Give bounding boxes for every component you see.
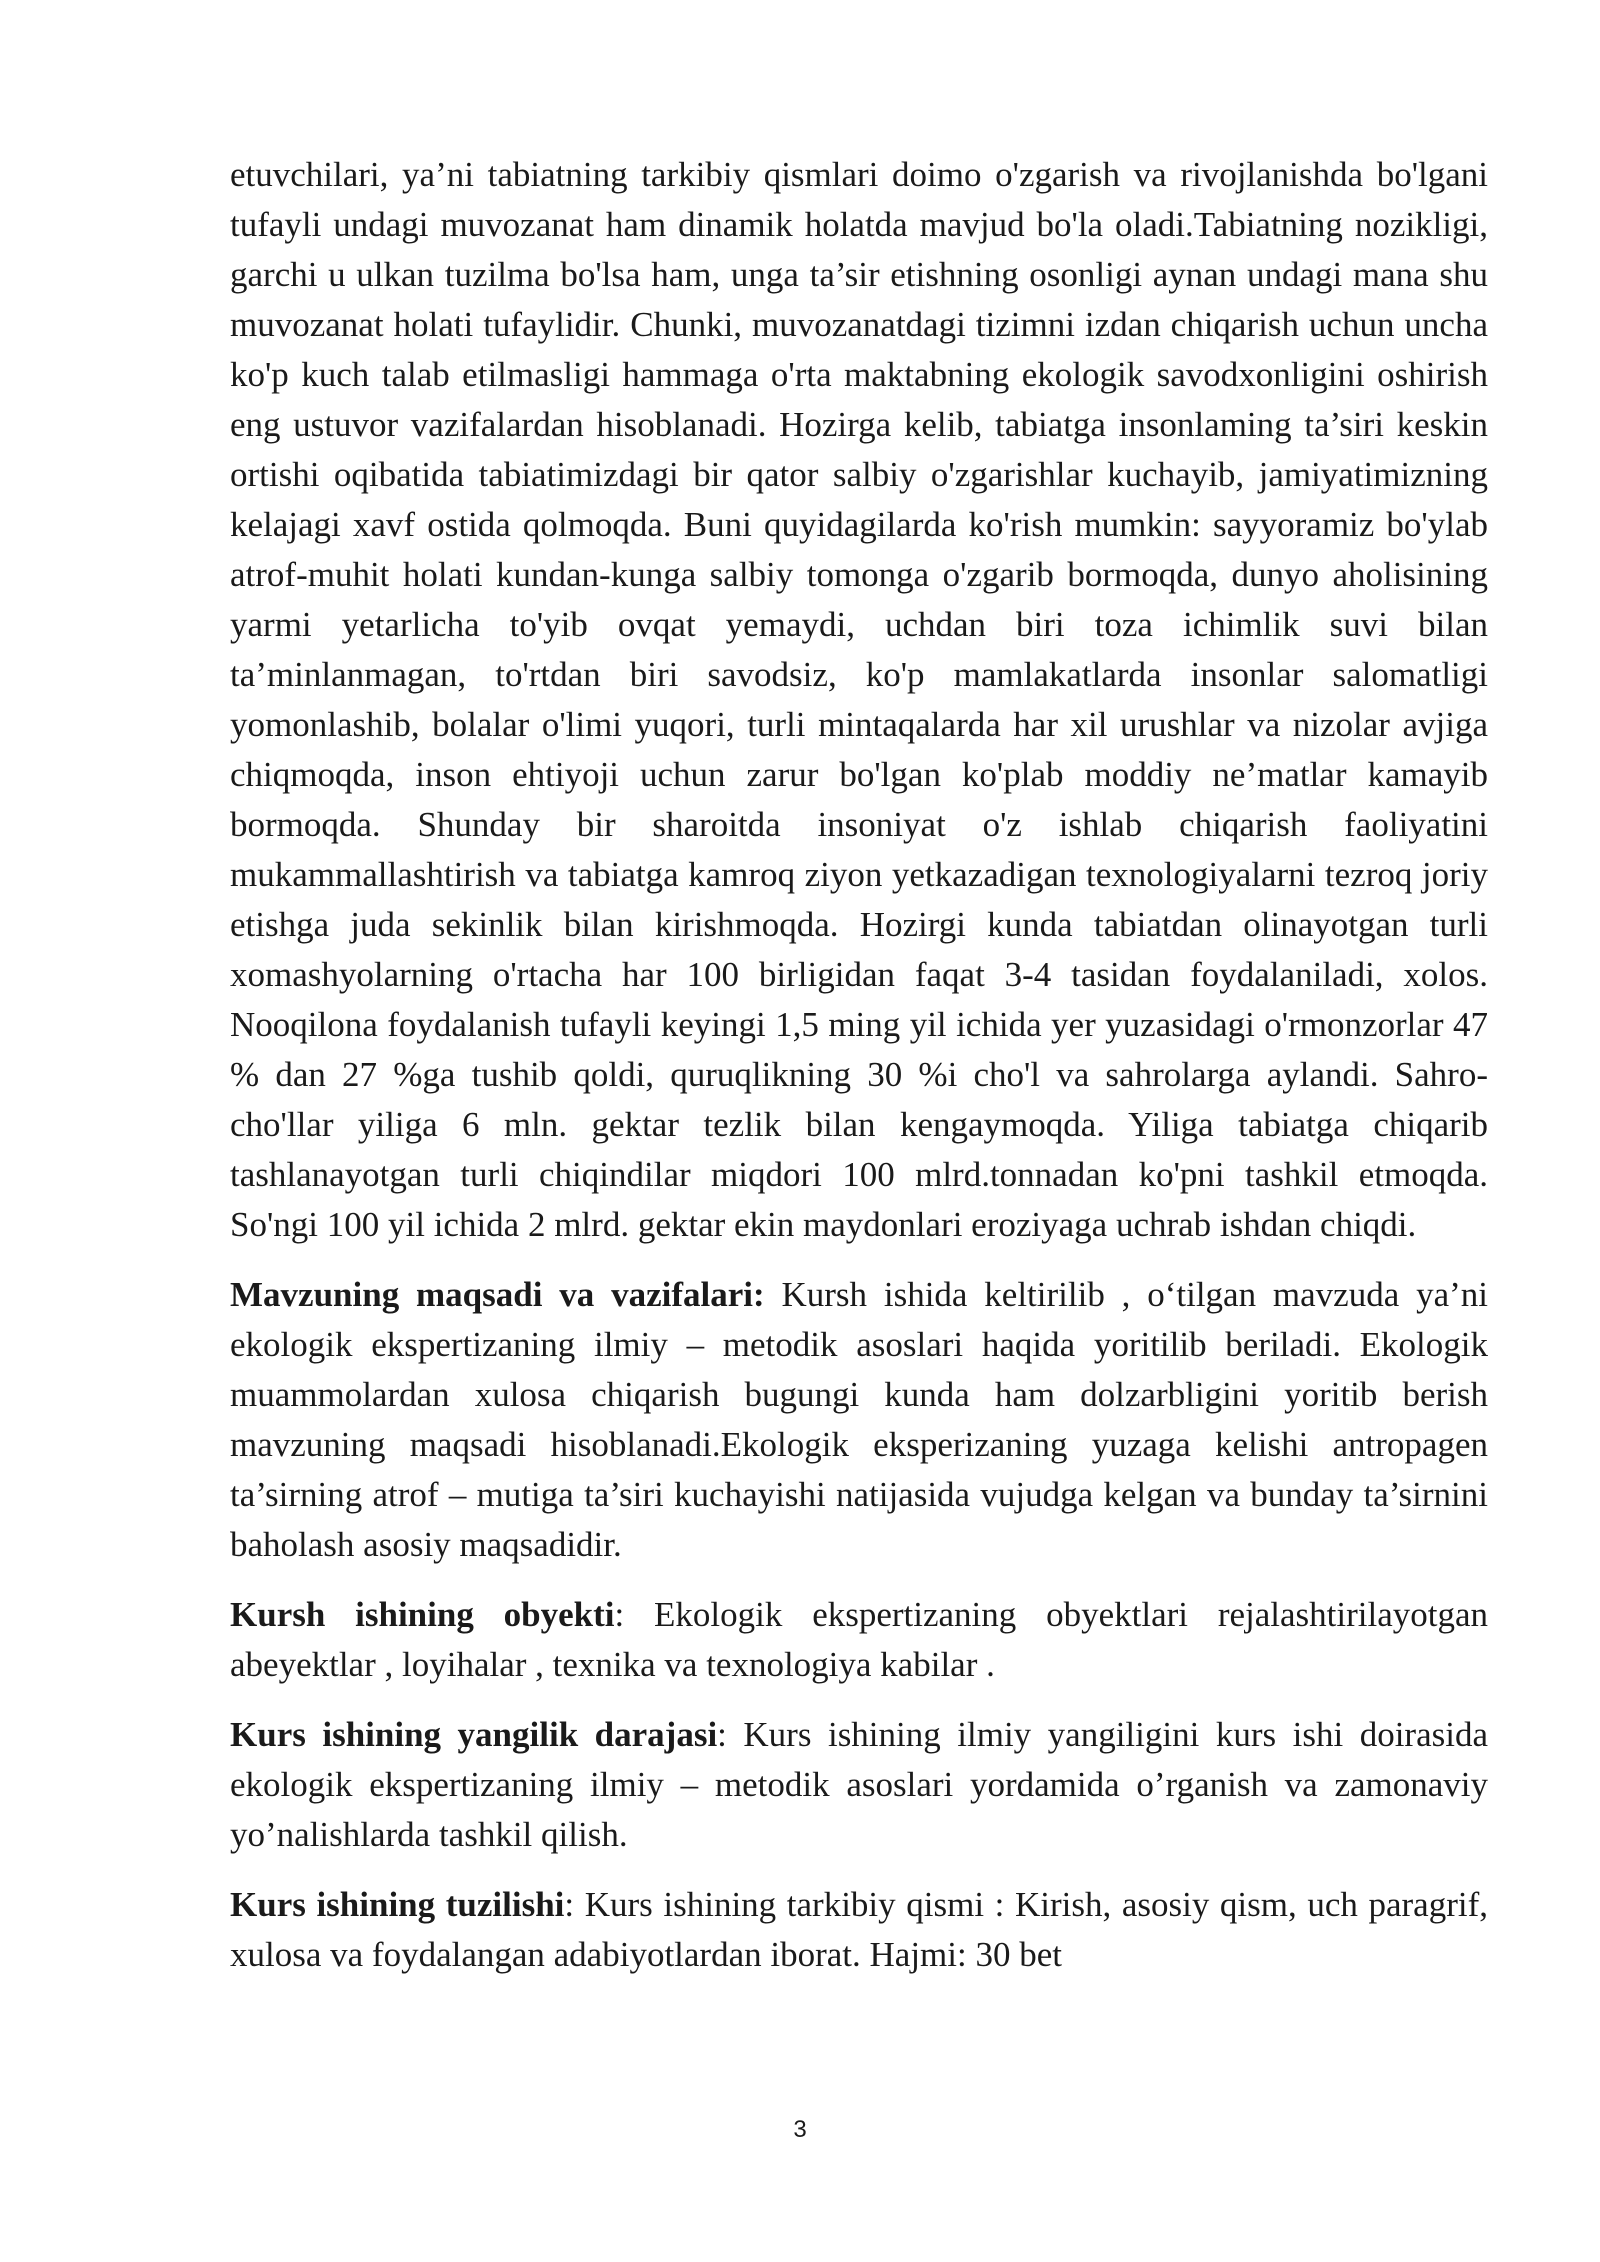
- paragraph-intro-text: etuvchilari, ya’ni tabiatning tarkibiy qismlari doimo o'zgarish va rivojlanishda bo'lgani tufayli undagi muvozanat ham dinamik holatda mavjud bo'la oladi.Tabiatning nozikligi, garchi u ulkan tuzilma bo'lsa ham, unga ta’sir etishning osonligi aynan undagi mana shu muvozanat holati tufaylidir. Chunki, muvozanatdagi tizimni izdan chiqarish uchun uncha ko'p kuch talab etilmasligi hammaga o'rta maktabning ekologik savodxonligini oshirish eng ustuvor vazifalardan hisoblanadi. Hozirga kelib, tabiatga insonlaming ta’siri keskin ortishi oqibatida tabiatimizdagi bir qator salbiy o'zgarishlar kuchayib, jamiyatimizning kelajagi xavf ostida qolmoqda. Buni quyidagilarda ko'rish mumkin: sayyoramiz bo'ylab atrof-muhit holati kundan-kunga salbiy tomonga o'zgarib bormoqda, dunyo aholisining yarmi yetarlicha to'yib ovqat yemaydi, uchdan biri toza ichimlik suvi bilan ta’minlanmagan, to'rtdan biri savodsiz, ko'p mamlakatlarda insonlar salomatligi yomonlashib, bolalar o'limi yuqori, turli mintaqalarda har xil urushlar va nizolar avjiga chiqmoqda, inson ehtiyoji uchun zarur bo'lgan ko'plab moddiy ne’matlar kamayib bormoqda. Shunday bir sharoitda insoniyat o'z ishlab chiqarish faoliyatini mukammallashtirish va tabiatga kamroq ziyon yetkazadigan texnologiyalarni tezroq joriy etishga juda sekinlik bilan kirishmoqda. Hozirgi kunda tabiatdan olinayotgan turli xomashyolarning o'rtacha har 100 birligidan faqat 3-4 tasidan foydalaniladi, xolos. Nooqilona foydalanish tufayli keyingi 1,5 ming yil ichida yer yuzasidagi o'rmonzorlar 47 % dan 27 %ga tushib qoldi, quruqlikning 30 %i cho'l va sahrolarga aylandi. Sahro-cho'llar yiliga 6 mln. gektar tezlik bilan kengaymoqda. Yiliga tabiatga chiqarib tashlanayotgan turli chiqindilar miqdori 100 mlrd.tonnadan ko'pni tashkil etmoqda. So'ngi 100 yil ichida 2 mlrd. gektar ekin maydonlari eroziyaga uchrab ishdan chiqdi.: [230, 155, 1488, 1244]
- paragraph-novelty-label: Kurs ishining yangilik darajasi: [230, 1715, 718, 1754]
- paragraph-goals: [230, 1270, 1488, 1570]
- paragraph-goals-label: Mavzuning maqsadi va vazifalari:: [230, 1275, 765, 1314]
- page-number: 3: [793, 2116, 807, 2143]
- paragraph-novelty-text: : Kurs ishining ilmiy yangiligini kurs ishi doirasida ekologik ekspertizaning ilmiy – metodik asoslari yordamida o’rganish va zamonaviy yo’nalishlarda tashkil qilish.: [230, 1715, 1488, 1854]
- paragraph-structure-label: Kurs ishining tuzilishi: [230, 1885, 565, 1924]
- paragraph-novelty: [230, 1710, 1488, 1860]
- paragraph-object: [230, 1590, 1488, 1690]
- paragraph-object-label: Kursh ishining obyekti: [230, 1595, 615, 1634]
- paragraph-structure: [230, 1880, 1488, 1980]
- paragraph-object-text: : Ekologik ekspertizaning obyektlari rejalashtirilayotgan abeyektlar , loyihalar , texnika va texnologiya kabilar .: [230, 1595, 1489, 1684]
- paragraph-structure-text: : Kurs ishining tarkibiy qismi : Kirish, asosiy qism, uch paragrif, xulosa va foydalangan adabiyotlardan iborat. Hajmi: 30 bet: [230, 1885, 1489, 1974]
- page-body: [230, 150, 1488, 2000]
- paragraph-goals-text: Kursh ishida keltirilib , o‘tilgan mavzuda ya’ni ekologik ekspertizaning ilmiy – metodik asoslari haqida yoritilib beriladi. Ekologik muammolardan xulosa chiqarish bugungi kunda ham dolzarbligini yoritib berish mavzuning maqsadi hisoblanadi.Ekologik eksperizaning yuzaga kelishi antropagen ta’sirning atrof – mutiga ta’siri kuchayishi natijasida vujudga kelgan va bunday ta’sirnini baholash asosiy maqsadidir.: [230, 1275, 1488, 1564]
- paragraph-intro: [230, 150, 1488, 1250]
